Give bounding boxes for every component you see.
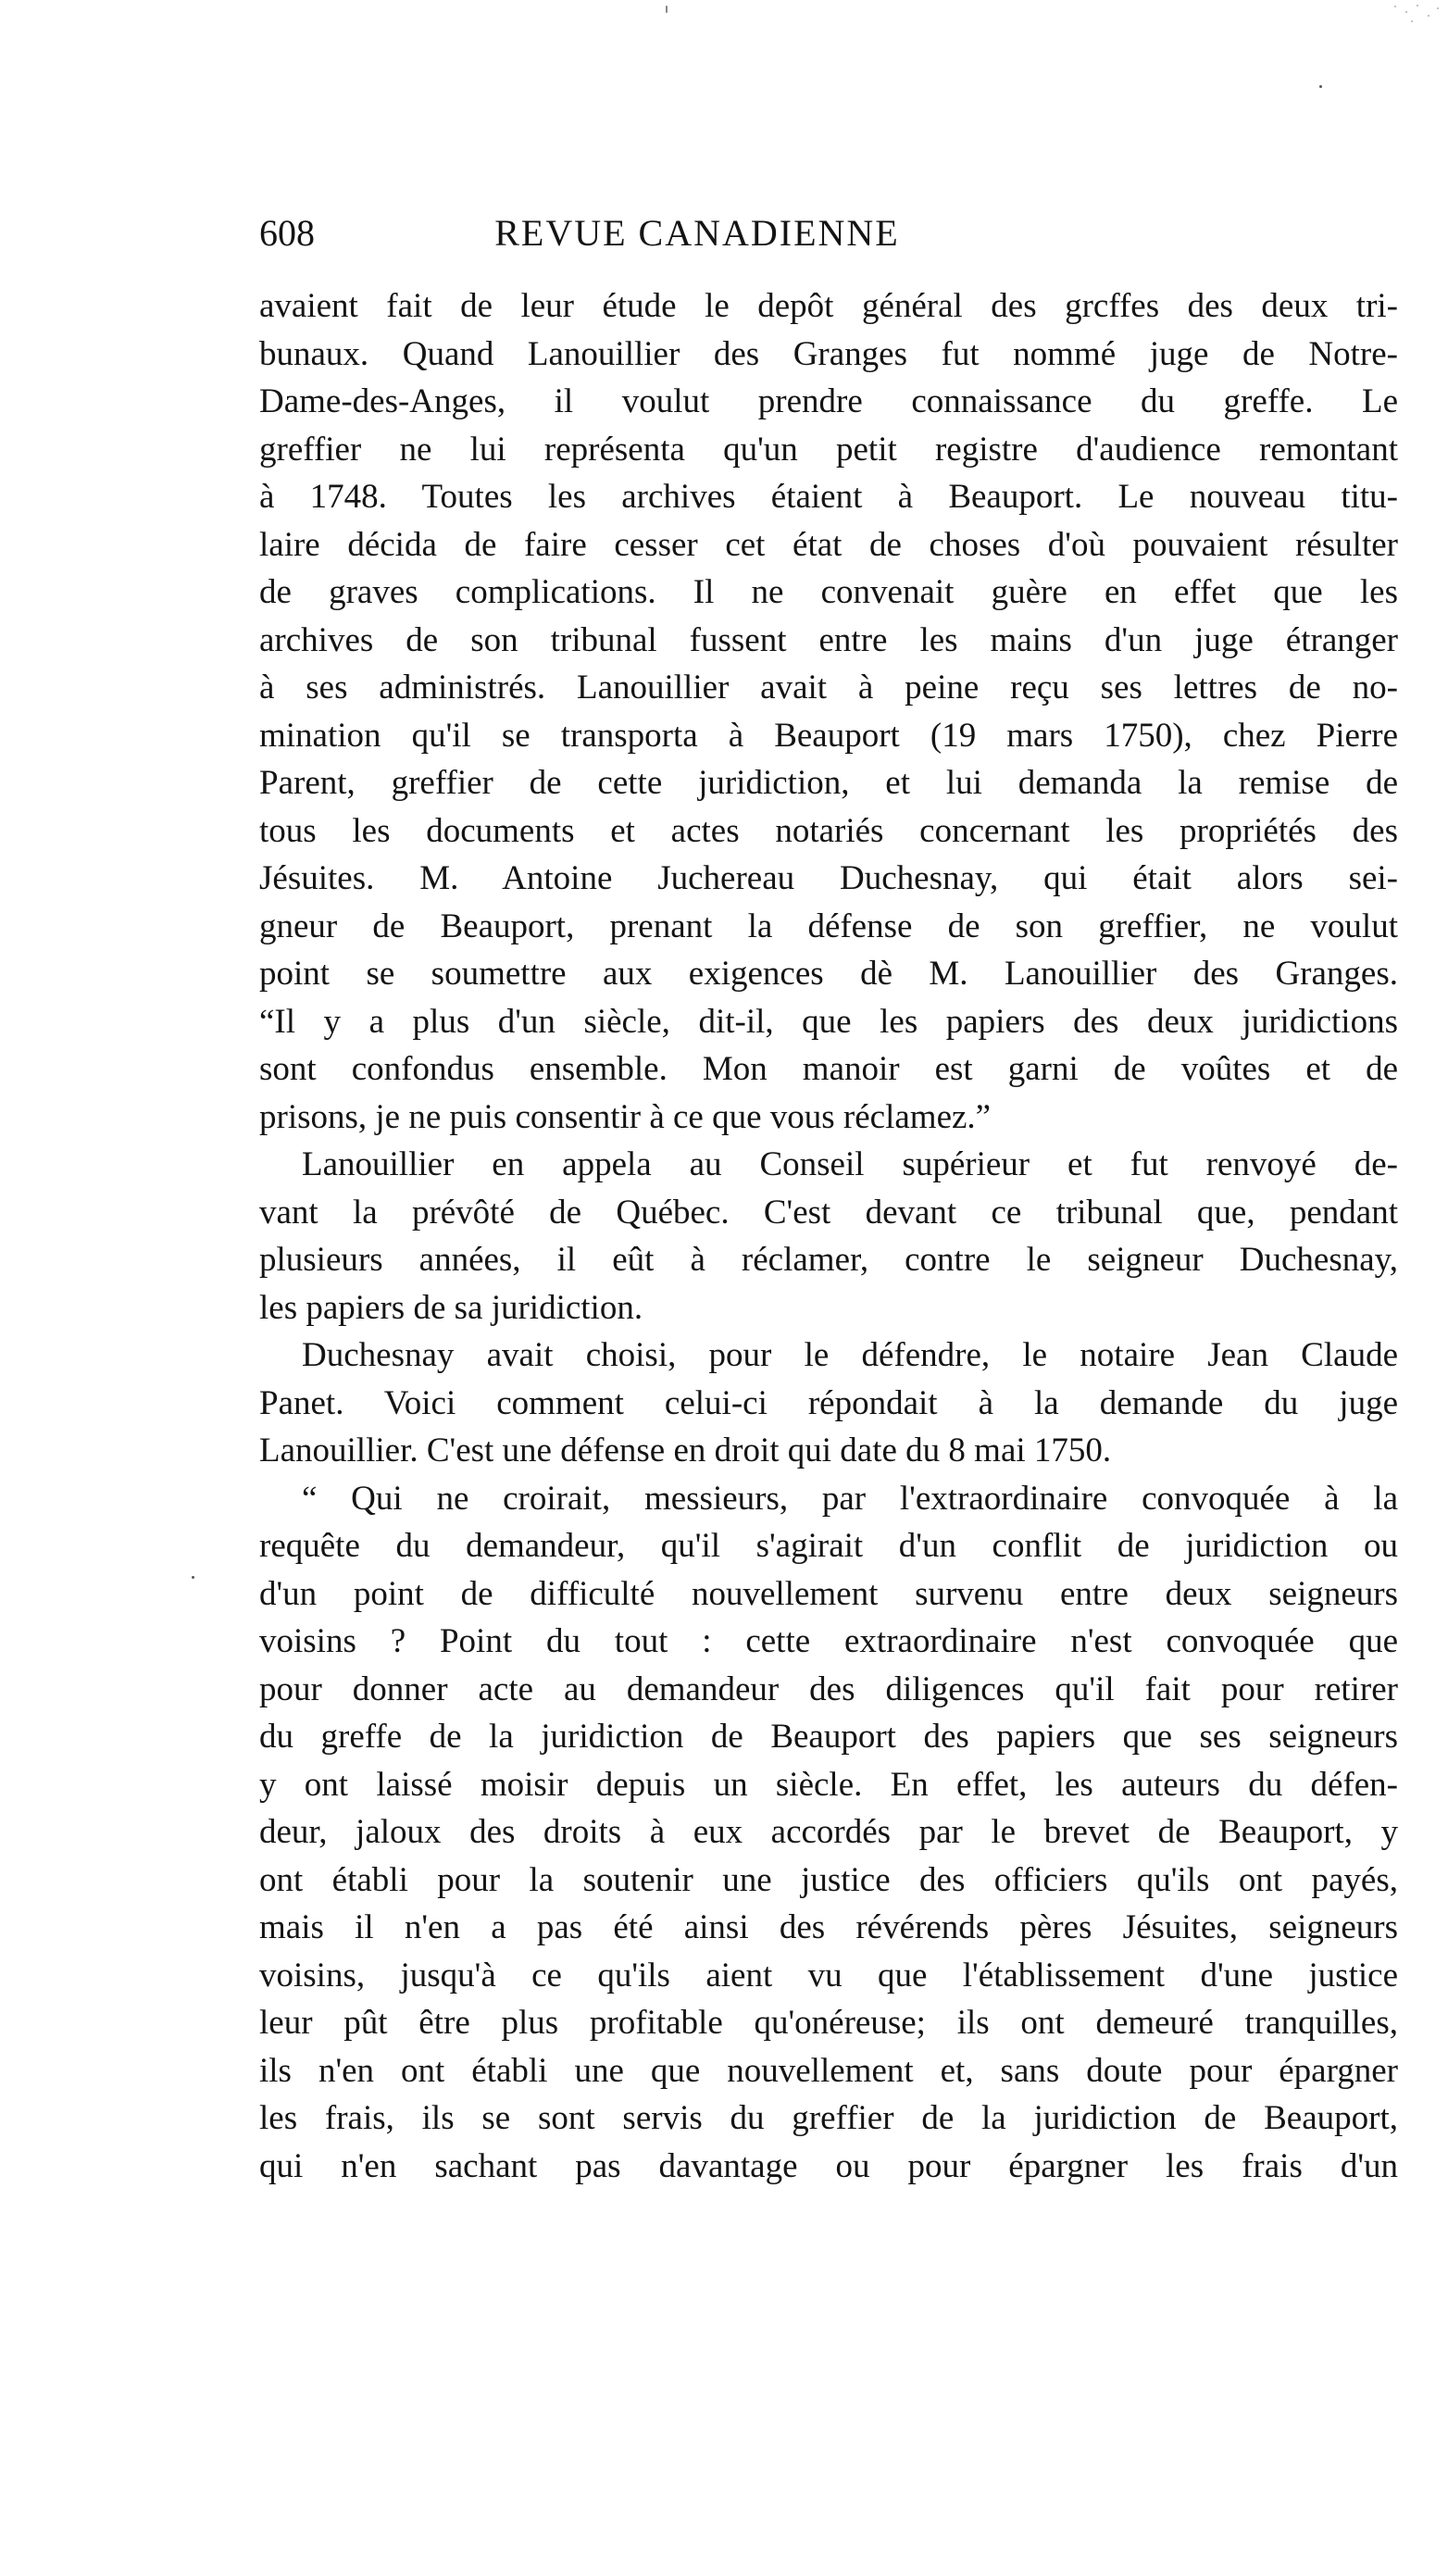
- text-line: archives de son tribunal fussent entre les mains d'un juge étranger: [259, 620, 1398, 659]
- scan-speckle: [1389, 2, 1444, 30]
- text-line: Lanouillier. C'est une défense en droit qui date du 8 mai 1750.: [259, 1432, 1112, 1469]
- text-line: bunaux. Quand Lanouillier des Granges fut nommé juge de Notre-: [259, 334, 1398, 373]
- text-line: laire décida de faire cesser cet état de choses d'où pouvaient résulter: [259, 525, 1398, 564]
- page-number: 608: [259, 212, 315, 254]
- text-line: ont établi pour la soutenir une justice des officiers qu'ils ont payés,: [259, 1860, 1398, 1899]
- text-line: pour donner acte au demandeur des diligences qu'il fait pour retirer: [259, 1669, 1398, 1708]
- text-line: Lanouillier en appela au Conseil supérieur et fut renvoyé de-: [302, 1145, 1398, 1183]
- body-text: [259, 282, 1398, 2190]
- text-line: mination qu'il se transporta à Beauport (19 mars 1750), chez Pierre: [259, 716, 1398, 755]
- text-line: “ Qui ne croirait, messieurs, par l'extraordinaire convoquée à la: [302, 1479, 1398, 1518]
- text-line: Duchesnay avait choisi, pour le défendre, le notaire Jean Claude: [302, 1336, 1398, 1374]
- text-line: voisins, jusqu'à ce qu'ils aient vu que l'établissement d'une justice: [259, 1956, 1398, 1995]
- text-line: Dame-des-Anges, il voulut prendre connaissance du greffe. Le: [259, 382, 1398, 420]
- text-line: avaient fait de leur étude le depôt général des grcffes des deux tri-: [259, 287, 1398, 325]
- scan-mark: [1319, 85, 1322, 88]
- text-line: de graves complications. Il ne convenait guère en effet que les: [259, 573, 1398, 611]
- text-line: du greffe de la juridiction de Beauport des papiers que ses seigneurs: [259, 1718, 1398, 1756]
- text-line: sont confondus ensemble. Mon manoir est garni de voûtes et de: [259, 1050, 1398, 1088]
- text-line: tous les documents et actes notariés concernant les propriétés des: [259, 811, 1398, 850]
- text-line: gneur de Beauport, prenant la défense de son greffier, ne voulut: [259, 907, 1398, 945]
- text-line: requête du demandeur, qu'il s'agirait d'un conflit de juridiction ou: [259, 1527, 1398, 1565]
- text-line: Parent, greffier de cette juridiction, et lui demanda la remise de: [259, 764, 1398, 802]
- scan-mark: [192, 1576, 194, 1579]
- text-line: Jésuites. M. Antoine Juchereau Duchesnay, qui était alors sei-: [259, 859, 1398, 897]
- text-line: ils n'en ont établi une que nouvellement et, sans doute pour épargner: [259, 2051, 1398, 2090]
- text-line: leur pût être plus profitable qu'onéreuse; ils ont demeuré tranquilles,: [259, 2004, 1398, 2042]
- text-line: Panet. Voici comment celui-ci répondait à la demande du juge: [259, 1383, 1398, 1422]
- text-line: vant la prévôté de Québec. C'est devant ce tribunal que, pendant: [259, 1193, 1398, 1232]
- page-header: [259, 206, 1042, 261]
- text-line: à 1748. Toutes les archives étaient à Beauport. Le nouveau titu-: [259, 478, 1398, 516]
- text-line: à ses administrés. Lanouillier avait à peine reçu ses lettres de no-: [259, 669, 1398, 707]
- running-head: REVUE CANADIENNE: [494, 212, 900, 254]
- text-line: point se soumettre aux exigences dè M. Lanouillier des Granges.: [259, 955, 1398, 993]
- text-line: les frais, ils se sont servis du greffier de la juridiction de Beauport,: [259, 2099, 1398, 2137]
- text-line: deur, jaloux des droits à eux accordés par le brevet de Beauport, y: [259, 1813, 1398, 1851]
- text-line: d'un point de difficulté nouvellement survenu entre deux seigneurs: [259, 1574, 1398, 1613]
- text-line: y ont laissé moisir depuis un siècle. En effet, les auteurs du défen-: [259, 1765, 1398, 1804]
- text-line: voisins ? Point du tout : cette extraordinaire n'est convoquée que: [259, 1622, 1398, 1660]
- text-line: “Il y a plus d'un siècle, dit-il, que les papiers des deux juridictions: [259, 1002, 1398, 1041]
- text-line: greffier ne lui représenta qu'un petit registre d'audience remontant: [259, 430, 1398, 469]
- scan-mark: [666, 6, 668, 13]
- text-line: plusieurs années, il eût à réclamer, contre le seigneur Duchesnay,: [259, 1241, 1398, 1279]
- text-line: les papiers de sa juridiction.: [259, 1288, 643, 1327]
- text-line: qui n'en sachant pas davantage ou pour épargner les frais d'un: [259, 2146, 1398, 2185]
- text-line: mais il n'en a pas été ainsi des révérends pères Jésuites, seigneurs: [259, 1908, 1398, 1946]
- text-line: prisons, je ne puis consentir à ce que vous réclamez.”: [259, 1097, 992, 1136]
